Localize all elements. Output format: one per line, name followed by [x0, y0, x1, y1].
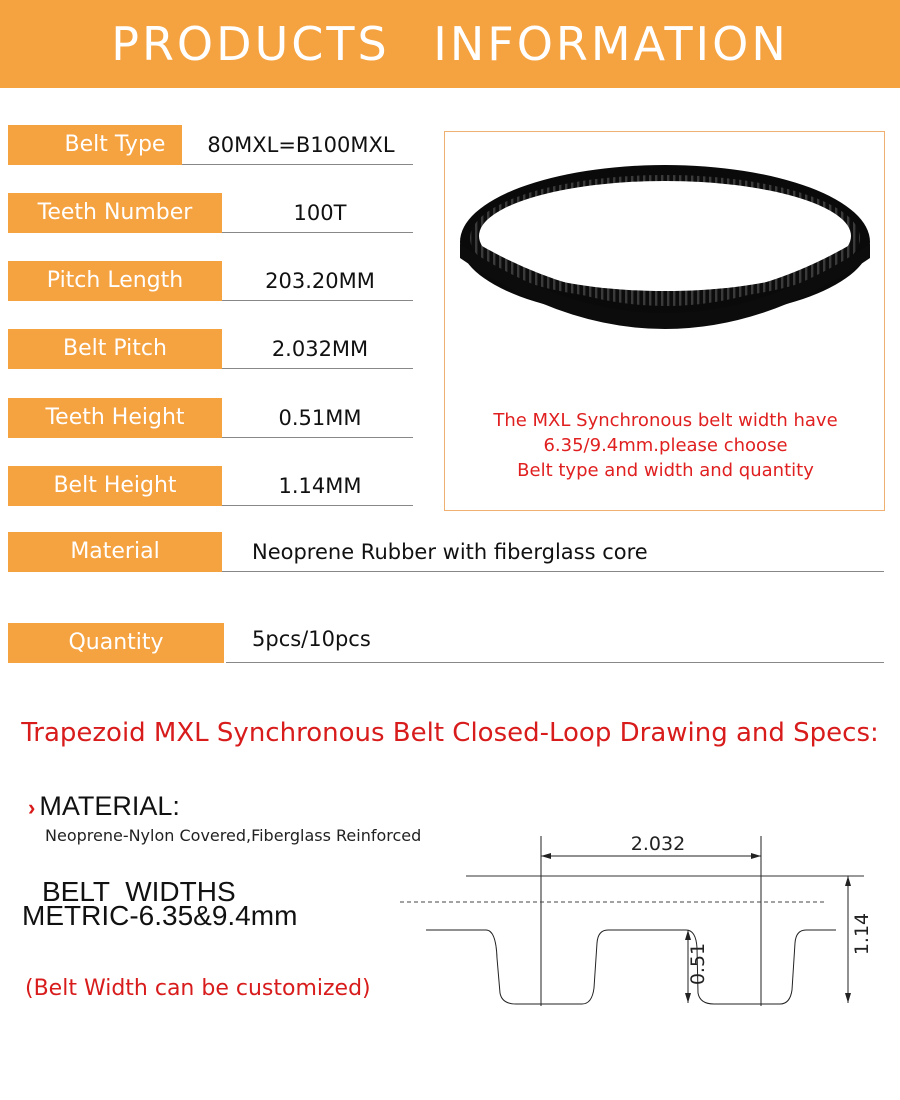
material-detail: Neoprene-Nylon Covered,Fiberglass Reinforced — [45, 826, 422, 845]
custom-width-note: (Belt Width can be customized) — [25, 976, 371, 1001]
spec-row-quantity — [8, 623, 878, 663]
divider — [226, 662, 884, 663]
spec-value: 0.51MM — [278, 406, 362, 430]
spec-label: Material — [8, 532, 222, 572]
product-image-panel — [444, 131, 885, 511]
divider — [222, 232, 413, 233]
belt-profile-drawing — [396, 818, 886, 1030]
divider — [222, 368, 413, 369]
timing-belt-image — [445, 132, 886, 402]
tooth-height-dimension-label: 0.51 — [687, 942, 709, 986]
chevron-right-icon: › — [28, 795, 36, 820]
spec-value: 80MXL=B100MXL — [207, 133, 395, 157]
divider — [222, 437, 413, 438]
belt-height-dimension-label: 1.14 — [851, 912, 873, 956]
divider — [182, 164, 413, 165]
divider — [222, 505, 413, 506]
page-title: PRODUCTS INFORMATION — [111, 17, 789, 71]
spec-label: Belt Height — [8, 466, 222, 506]
spec-value: 2.032MM — [271, 337, 369, 361]
spec-row-material — [8, 532, 878, 572]
spec-label: Teeth Height — [8, 398, 222, 438]
header-banner — [0, 0, 900, 88]
divider — [222, 300, 413, 301]
spec-label: Pitch Length — [8, 261, 222, 301]
spec-row-belt-pitch — [8, 329, 408, 369]
note-line: 6.35/9.4mm.please choose — [543, 435, 788, 456]
spec-row-belt-type — [8, 125, 408, 165]
spec-row-pitch-length — [8, 261, 408, 301]
pitch-dimension-label: 2.032 — [630, 833, 686, 855]
spec-label: Quantity — [8, 623, 224, 663]
spec-row-teeth-height — [8, 398, 408, 438]
drawing-section-title: Trapezoid MXL Synchronous Belt Closed-Loop Drawing and Specs: — [21, 718, 879, 748]
divider — [222, 571, 884, 572]
spec-value: 203.20MM — [265, 269, 375, 293]
belt-width-note — [445, 408, 886, 483]
spec-value: Neoprene Rubber with fiberglass core — [252, 540, 648, 564]
spec-value: 1.14MM — [278, 474, 362, 498]
spec-row-teeth-number — [8, 193, 408, 233]
spec-label: Belt Type — [8, 125, 182, 165]
spec-value: 5pcs/10pcs — [252, 627, 371, 651]
spec-label: Belt Pitch — [8, 329, 222, 369]
material-heading — [28, 791, 180, 822]
spec-value: 100T — [293, 201, 347, 225]
material-heading-text: MATERIAL: — [39, 791, 180, 821]
spec-label: Teeth Number — [8, 193, 222, 233]
belt-widths-metric: METRIC-6.35&9.4mm — [22, 900, 298, 931]
belt-widths-heading: BELT WIDTHS — [42, 876, 236, 907]
note-line: Belt type and width and quantity — [517, 460, 814, 481]
note-line: The MXL Synchronous belt width have — [493, 410, 838, 431]
spec-row-belt-height — [8, 466, 408, 506]
